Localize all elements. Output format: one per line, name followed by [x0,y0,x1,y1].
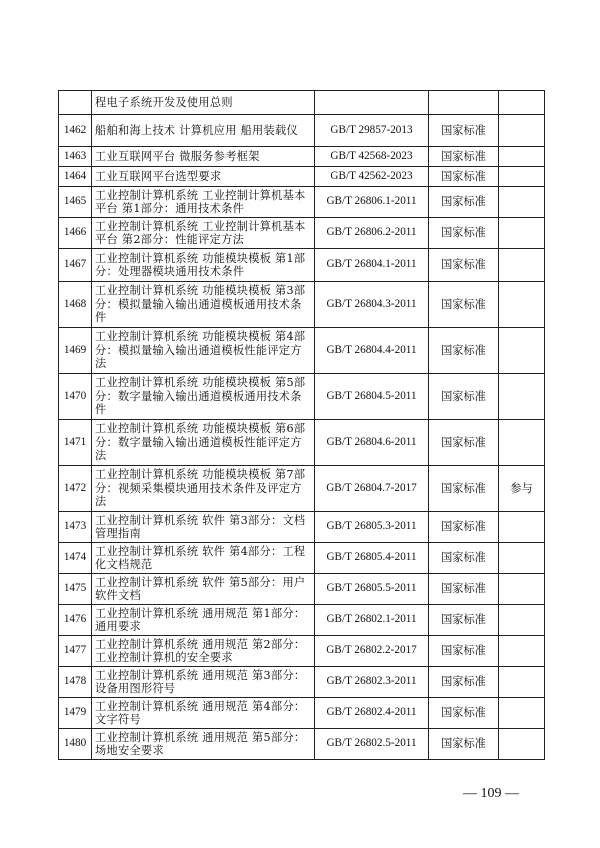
row-standard-type [429,91,499,115]
row-index: 1464 [59,167,92,187]
table-row [59,605,545,636]
table-row [59,636,545,667]
row-index: 1478 [59,667,92,698]
table-row [59,512,545,543]
row-standard-type: 国家标准 [429,115,499,147]
table-row [59,218,545,249]
row-index: 1474 [59,543,92,574]
row-index: 1480 [59,729,92,760]
row-standard-code: GB/T 42568-2023 [315,147,429,167]
row-title: 工业控制计算机系统 通用规范 第1部分：通用要求 [92,605,315,636]
page-number: — 109 — [463,786,519,801]
row-title: 工业控制计算机系统 通用规范 第3部分：设备用图形符号 [92,667,315,698]
row-standard-type: 国家标准 [429,328,499,374]
table-row [59,698,545,729]
row-title: 工业控制计算机系统 工业控制计算机基本平台 第1部分：通用技术条件 [92,187,315,218]
row-index: 1475 [59,574,92,605]
row-note [499,328,545,374]
row-title: 工业控制计算机系统 通用规范 第2部分：工业控制计算机的安全要求 [92,636,315,667]
table-row [59,91,545,115]
table-row [59,374,545,420]
row-index: 1473 [59,512,92,543]
row-note [499,636,545,667]
row-standard-type: 国家标准 [429,420,499,466]
table-row [59,167,545,187]
table-row [59,187,545,218]
row-standard-type: 国家标准 [429,636,499,667]
row-title: 工业控制计算机系统 通用规范 第5部分：场地安全要求 [92,729,315,760]
table-row [59,466,545,512]
row-standard-code: GB/T 26802.1-2011 [315,605,429,636]
row-title: 工业互联网平台 微服务参考框架 [92,147,315,167]
row-title: 程电子系统开发及使用总则 [92,91,315,115]
table-row [59,328,545,374]
row-standard-code: GB/T 26802.3-2011 [315,667,429,698]
row-standard-code [315,91,429,115]
table-body [59,91,545,760]
row-note [499,543,545,574]
row-standard-type: 国家标准 [429,543,499,574]
row-standard-code: GB/T 26804.5-2011 [315,374,429,420]
row-note [499,512,545,543]
row-index: 1477 [59,636,92,667]
row-note [499,605,545,636]
row-note [499,115,545,147]
row-index: 1462 [59,115,92,147]
row-note [499,187,545,218]
row-standard-code: GB/T 26805.4-2011 [315,543,429,574]
row-note [499,420,545,466]
row-standard-type: 国家标准 [429,147,499,167]
row-standard-code: GB/T 26804.4-2011 [315,328,429,374]
row-note [499,147,545,167]
row-note [499,167,545,187]
row-standard-type: 国家标准 [429,282,499,328]
row-note [499,667,545,698]
row-standard-type: 国家标准 [429,729,499,760]
row-index: 1472 [59,466,92,512]
row-index: 1469 [59,328,92,374]
row-standard-code: GB/T 26804.1-2011 [315,249,429,282]
table-row [59,147,545,167]
row-note [499,282,545,328]
row-index: 1463 [59,147,92,167]
row-standard-code: GB/T 26802.5-2011 [315,729,429,760]
table-row [59,282,545,328]
row-standard-code: GB/T 26806.2-2011 [315,218,429,249]
row-standard-code: GB/T 42562-2023 [315,167,429,187]
row-index: 1476 [59,605,92,636]
row-standard-type: 国家标准 [429,698,499,729]
row-standard-type: 国家标准 [429,574,499,605]
row-note [499,729,545,760]
table-row [59,729,545,760]
row-standard-type: 国家标准 [429,466,499,512]
row-note [499,698,545,729]
row-index: 1467 [59,249,92,282]
row-title: 工业控制计算机系统 软件 第4部分：工程化文档规范 [92,543,315,574]
row-standard-type: 国家标准 [429,249,499,282]
row-index [59,91,92,115]
row-standard-code: GB/T 26806.1-2011 [315,187,429,218]
row-title: 工业控制计算机系统 功能模块模板 第3部分：模拟量输入输出通道模板通用技术条件 [92,282,315,328]
row-note [499,249,545,282]
table-row [59,249,545,282]
row-standard-type: 国家标准 [429,512,499,543]
row-title: 工业控制计算机系统 软件 第5部分：用户软件文档 [92,574,315,605]
row-standard-code: GB/T 26805.3-2011 [315,512,429,543]
row-standard-type: 国家标准 [429,667,499,698]
table-row [59,667,545,698]
table-row [59,115,545,147]
row-index: 1470 [59,374,92,420]
standards-table [58,90,545,760]
row-standard-type: 国家标准 [429,605,499,636]
table-row [59,543,545,574]
row-title: 工业控制计算机系统 功能模块模板 第4部分：模拟量输入输出通道模板性能评定方法 [92,328,315,374]
row-standard-code: GB/T 26802.2-2017 [315,636,429,667]
row-note [499,218,545,249]
row-standard-type: 国家标准 [429,218,499,249]
row-standard-code: GB/T 29857-2013 [315,115,429,147]
row-note [499,91,545,115]
row-title: 工业控制计算机系统 工业控制计算机基本平台 第2部分：性能评定方法 [92,218,315,249]
row-standard-code: GB/T 26805.5-2011 [315,574,429,605]
table-row [59,574,545,605]
row-standard-type: 国家标准 [429,167,499,187]
row-note [499,574,545,605]
row-title: 工业控制计算机系统 通用规范 第4部分：文字符号 [92,698,315,729]
row-title: 工业控制计算机系统 功能模块模板 第5部分：数字量输入输出通道模板通用技术条件 [92,374,315,420]
row-index: 1479 [59,698,92,729]
row-standard-type: 国家标准 [429,374,499,420]
row-index: 1465 [59,187,92,218]
row-index: 1471 [59,420,92,466]
row-standard-code: GB/T 26802.4-2011 [315,698,429,729]
row-standard-type: 国家标准 [429,187,499,218]
row-title: 工业控制计算机系统 功能模块模板 第7部分：视频采集模块通用技术条件及评定方法 [92,466,315,512]
row-index: 1466 [59,218,92,249]
row-standard-code: GB/T 26804.7-2017 [315,466,429,512]
row-note [499,374,545,420]
table-row [59,420,545,466]
row-title: 工业控制计算机系统 软件 第3部分：文档管理指南 [92,512,315,543]
row-standard-code: GB/T 26804.3-2011 [315,282,429,328]
row-title: 工业互联网平台选型要求 [92,167,315,187]
row-index: 1468 [59,282,92,328]
row-note: 参与 [499,466,545,512]
row-standard-code: GB/T 26804.6-2011 [315,420,429,466]
row-title: 船舶和海上技术 计算机应用 船用装载仪 [92,115,315,147]
row-title: 工业控制计算机系统 功能模块模板 第6部分：数字量输入输出通道模板性能评定方法 [92,420,315,466]
row-title: 工业控制计算机系统 功能模块模板 第1部分：处理器模块通用技术条件 [92,249,315,282]
